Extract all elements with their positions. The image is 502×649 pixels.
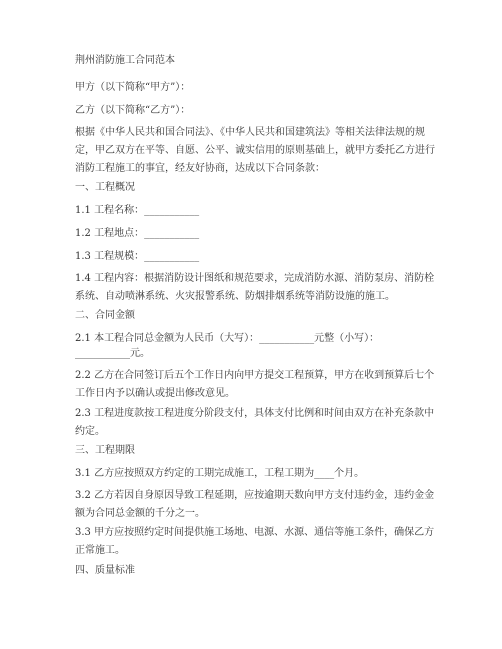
party-a-line: 甲方（以下简称“甲方”）： xyxy=(75,82,191,93)
clause-2-1-line-1: 2.1 本工程合同总金额为人民币（大写）：___________元整（小写）： xyxy=(75,333,380,344)
clause-1-1: 1.1 工程名称：___________ xyxy=(75,205,200,216)
section-1-heading: 一、工程概况 xyxy=(75,182,135,193)
clause-2-2: 2.2 乙方在合同签订后五个工作日内向甲方提交工程预算，甲方在收到预算后七个工作日内予以确认或提出修改意见。 xyxy=(75,370,435,399)
section-3-heading: 三、工程期限 xyxy=(75,445,135,456)
clause-1-4: 1.4 工程内容：根据消防设计图纸和规范要求，完成消防水源、消防泵房、消防栓系统、自动喷淋系统、火灾报警系统、防烟排烟系统等消防设施的施工。 xyxy=(75,273,435,302)
party-b-line: 乙方（以下简称“乙方”）： xyxy=(75,105,191,116)
clause-3-2: 3.2 乙方若因自身原因导致工程延期，应按逾期天数向甲方支付违约金，违约金金额为合同总金额的千分之一。 xyxy=(75,490,435,519)
clause-3-1: 3.1 乙方应按照双方约定的工期完成施工，工程工期为____个月。 xyxy=(75,468,365,479)
preamble-paragraph: 根据《中华人民共和国合同法》、《中华人民共和国建筑法》等相关法律法规的规定，甲乙双方在平等、自愿、公平、诚实信用的原则基础上，就甲方委托乙方进行消防工程施工的事宜，经友好协商，达成以下合同条款： xyxy=(75,127,435,174)
section-4-heading: 四、质量标准 xyxy=(75,565,135,576)
clause-3-3: 3.3 甲方应按照约定时间提供施工场地、电源、水源、通信等施工条件，确保乙方正常施工。 xyxy=(75,527,435,556)
document-title: 荆州消防施工合同范本 xyxy=(75,55,175,66)
clause-1-3: 1.3 工程规模：___________ xyxy=(75,251,200,262)
clause-1-2: 1.2 工程地点：___________ xyxy=(75,228,200,239)
clause-2-3: 2.3 工程进度款按工程进度分阶段支付，具体支付比例和时间由双方在补充条款中约定。 xyxy=(75,408,435,437)
clause-2-1-line-2: ___________元。 xyxy=(75,348,150,359)
section-2-heading: 二、合同金额 xyxy=(75,310,135,321)
